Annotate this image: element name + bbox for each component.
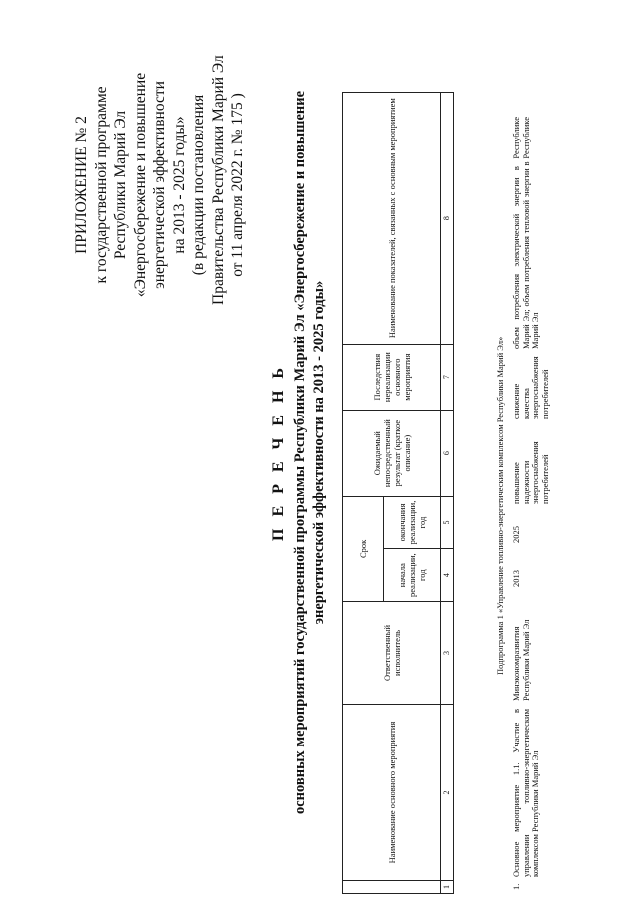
header-cell-end-year: окончания реализации, год xyxy=(384,496,441,549)
header-cell-term: Срок xyxy=(343,496,384,601)
appendix-line: энергетической эффективности xyxy=(151,81,168,289)
column-number: 8 xyxy=(441,92,454,344)
consequences: снижение качества энергоснабжения потребителей xyxy=(511,356,550,419)
start-year: 2013 xyxy=(511,570,521,587)
column-number: 5 xyxy=(441,496,454,549)
appendix-line: «Энергосбережение и повышение xyxy=(131,72,149,298)
column-number-row xyxy=(441,92,454,893)
measures-table xyxy=(342,92,454,894)
appendix-line: Правительства Республики Марий Эл xyxy=(209,55,227,305)
appendix-block xyxy=(72,55,248,305)
appendix-line: (в редакции постановления xyxy=(190,94,207,276)
table-header-row xyxy=(343,92,384,893)
document-heading: П Е Р Е Ч Е Н Ь xyxy=(270,364,287,541)
column-number: 2 xyxy=(441,705,454,881)
header-cell-expected-result: Ожидаемый непосредственный результат (краткое описание) xyxy=(343,410,441,496)
appendix-line: Республики Марий Эл xyxy=(112,110,129,260)
header-cell-indicators: Наименование показателей, связанных с основным мероприятием xyxy=(343,92,441,344)
row-number: 1. xyxy=(511,883,521,890)
executor: Минэкономразвития Республики Марий Эл xyxy=(511,619,531,701)
appendix-line: к государственной программе xyxy=(92,86,110,284)
expected-result: повышение надежности энергоснабжения потребителей xyxy=(511,441,550,504)
column-number: 3 xyxy=(441,602,454,705)
header-cell-number xyxy=(343,881,441,894)
column-number: 4 xyxy=(441,549,454,602)
column-number: 7 xyxy=(441,344,454,410)
indicators: объем потребления электрической энергии в Республике Марий Эл; объем потребления тепловой энергии в Республике Марий Эл xyxy=(511,117,540,349)
appendix-line: на 2013 - 2025 годы» xyxy=(170,116,188,254)
end-year: 2025 xyxy=(511,526,521,543)
appendix-line: от 11 апреля 2022 г. № 175 ) xyxy=(229,93,246,277)
appendix-line: ПРИЛОЖЕНИЕ № 2 xyxy=(73,116,90,254)
header-cell-measure-name: Наименование основного мероприятия xyxy=(343,705,441,881)
header-cell-executor: Ответственный исполнитель xyxy=(343,602,441,705)
document-subtitle-line2: энергетической эффективности на 2013 - 2025 годы» xyxy=(311,280,327,625)
header-cell-consequences: Последствия нереализации основного мероприятия xyxy=(343,344,441,410)
column-number: 1 xyxy=(441,881,454,894)
header-cell-start-year: начала реализации, год xyxy=(384,549,441,602)
column-number: 6 xyxy=(441,410,454,496)
document-subtitle-line1: основных мероприятий государственной программы Республики Марий Эл «Энергосбережение и повышение xyxy=(292,90,308,815)
measure-name: Основное мероприятие 1.1. Участие в управлении топливно-энергетическим комплексом Республики Марий Эл xyxy=(511,709,540,877)
subprogram-title: Подпрограмма 1 «Управление топливно-энергетическим комплексом Республики Марий Эл» xyxy=(495,336,505,675)
